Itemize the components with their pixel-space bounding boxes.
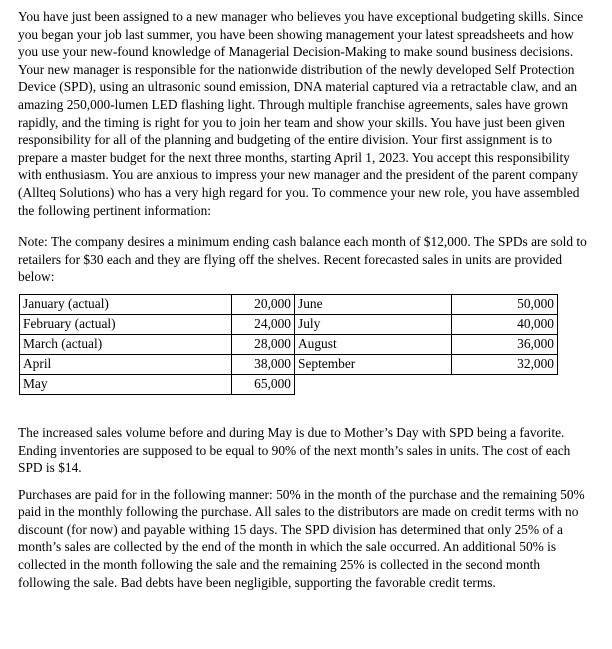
month-cell: April: [20, 354, 232, 374]
table-row: [20, 314, 558, 334]
units-cell: 24,000: [232, 314, 295, 334]
month-cell: August: [295, 334, 452, 354]
units-cell: 50,000: [452, 294, 558, 314]
empty-cell: [295, 374, 452, 394]
forecasted-sales-table: [19, 294, 558, 395]
month-cell: February (actual): [20, 314, 232, 334]
table-row: [20, 334, 558, 354]
units-cell: 28,000: [232, 334, 295, 354]
note-paragraph: Note: The company desires a minimum ending cash balance each month of $12,000. The SPDs are sold to retailers for $30 each and they are flying off the shelves. Recent forecasted sales in units are provided below:: [18, 234, 587, 285]
inventory-paragraph: The increased sales volume before and during May is due to Mother’s Day with SPD being a favorite. Ending inventories are supposed to be equal to 90% of the next month’s sales in units. The cost of each SPD is $14.: [18, 424, 571, 476]
table-row: [20, 294, 558, 314]
intro-paragraph: You have just been assigned to a new manager who believes you have exceptional budgeting skills. Since you began your job last summer, you have been showing management your latest spreadsheets and how you use your new-found knowledge of Managerial Decision-Making to make sound business decisions. Your new manager is responsible for the nationwide distribution of the newly developed Self Protection Device (SPD), using an ultrasonic sound emission, DNA material captured via a retractable claw, and an amazing 250,000-lumen LED flashing light. Through multiple franchise agreements, sales have grown rapidly, and the timing is right for you to join her team and show your skills. You have just been given responsibility for all of the planning and budgeting of the entire division. Your first assignment is to prepare a master budget for the next three months, starting April 1, 2023. You accept this responsibility with enthusiasm. You are anxious to impress your new manager and the president of the parent company (Allteq Solutions) who has a very high regard for you. To commence your new role, you have assembled the following pertinent information:: [18, 9, 584, 218]
units-cell: 65,000: [232, 374, 295, 394]
month-cell: January (actual): [20, 294, 232, 314]
empty-cell: [452, 374, 558, 394]
month-cell: March (actual): [20, 334, 232, 354]
units-cell: 38,000: [232, 354, 295, 374]
month-cell: September: [295, 354, 452, 374]
month-cell: July: [295, 314, 452, 334]
purchases-paragraph: Purchases are paid for in the following manner: 50% in the month of the purchase and the remaining 50% paid in the monthly following the purchase. All sales to the distributors are made on credit terms with no discount (for now) and payable withing 15 days. The SPD division has determined that only 25% of a month’s sales are collected by the end of the month in which the sale occurred. An additional 50% is collected in the month following the sale and the remaining 25% is collected in the second month following the sale. Bad debts have been negligible, supporting the favorable credit terms.: [18, 486, 585, 590]
table-row: [20, 354, 558, 374]
month-cell: May: [20, 374, 232, 394]
month-cell: June: [295, 294, 452, 314]
units-cell: 32,000: [452, 354, 558, 374]
units-cell: 20,000: [232, 294, 295, 314]
units-cell: 40,000: [452, 314, 558, 334]
units-cell: 36,000: [452, 334, 558, 354]
table-row: [20, 374, 558, 394]
